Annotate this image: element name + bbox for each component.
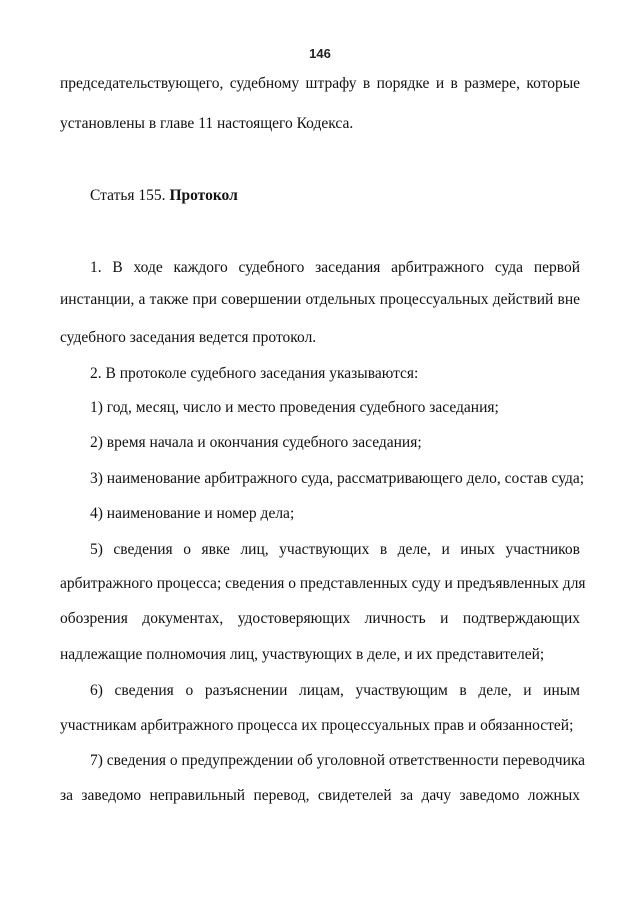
text-line-16: 6) сведения о разъяснении лицам, участвующим в деле, и иным bbox=[90, 682, 580, 699]
text-line-15: надлежащие полномочия лиц, участвующих в деле, и их представителей; bbox=[60, 646, 545, 663]
text-line-10: 3) наименование арбитражного суда, рассматривающего дело, состав суда; bbox=[90, 470, 585, 487]
text-line-19: за заведомо неправильный перевод, свидетелей за дачу заведомо ложных bbox=[60, 787, 580, 804]
text-line-7: 2. В протоколе судебного заседания указываются: bbox=[90, 365, 419, 382]
text-line-2: установлены в главе 11 настоящего Кодекса. bbox=[60, 115, 354, 132]
article-prefix: Статья 155. bbox=[90, 187, 166, 204]
text-line-9: 2) время начала и окончания судебного заседания; bbox=[90, 434, 422, 451]
text-line-5: инстанции, а также при совершении отдельных процессуальных действий вне bbox=[60, 291, 580, 308]
text-line-18: 7) сведения о предупреждении об уголовной ответственности переводчика bbox=[90, 752, 586, 769]
text-line-8: 1) год, месяц, число и место проведения судебного заседания; bbox=[90, 399, 499, 416]
text-line-6: судебного заседания ведется протокол. bbox=[60, 329, 317, 346]
text-line-11: 4) наименование и номер дела; bbox=[90, 505, 295, 522]
article-title: Протокол bbox=[169, 187, 238, 204]
text-line-1: председательствующего, судебному штрафу в порядке и в размере, которые bbox=[60, 75, 580, 92]
text-line-12: 5) сведения о явке лиц, участвующих в деле, и иных участников bbox=[90, 541, 580, 558]
article-heading bbox=[90, 186, 580, 206]
text-line-13: арбитражного процесса; сведения о представленных суду и предъявленных для bbox=[60, 575, 586, 592]
page-number: 146 bbox=[309, 46, 331, 61]
text-line-4: 1. В ходе каждого судебного заседания арбитражного суда первой bbox=[90, 259, 580, 276]
text-line-17: участникам арбитражного процесса их процессуальных прав и обязанностей; bbox=[60, 717, 574, 734]
text-line-14: обозрения документах, удостоверяющих личность и подтверждающих bbox=[60, 610, 580, 627]
